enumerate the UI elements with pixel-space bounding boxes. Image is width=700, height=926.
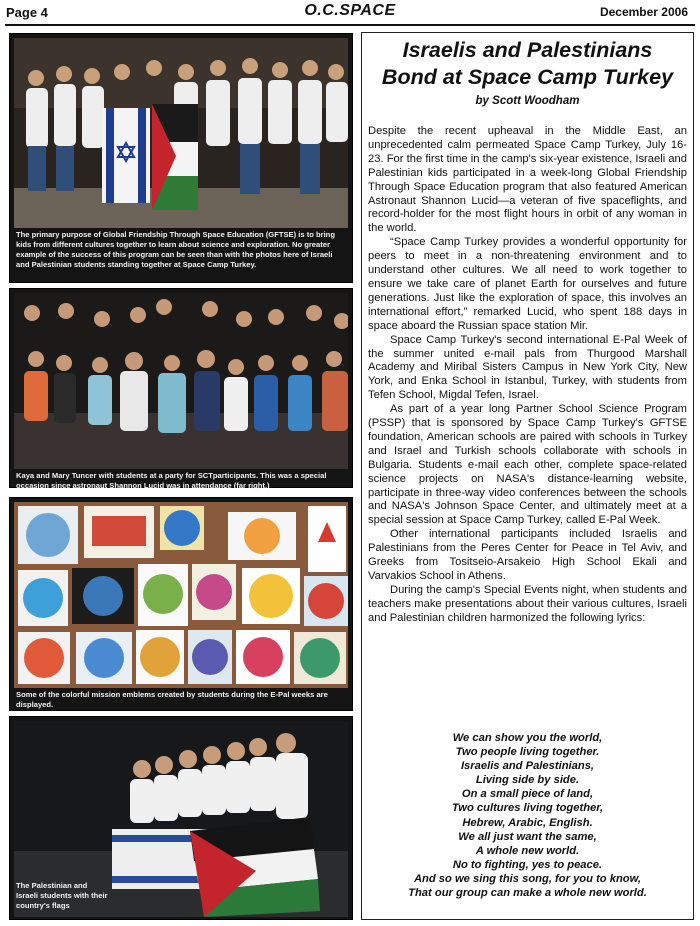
lyric-line: Two cultures living together, xyxy=(451,802,604,815)
photo-caption-2: Kaya and Mary Tuncer with students at a party for SCTparticipants. This was a special occasion since astronaut Shannon Lucid was in attendance (far right.) xyxy=(16,471,327,490)
lyric-line: And so we sing this song, for you to know, xyxy=(413,872,642,885)
newsletter-title: O.C.SPACE xyxy=(304,2,396,19)
photo-caption-4: The Palestinian and Israeli students with their country's flags xyxy=(16,881,108,910)
article-body xyxy=(368,125,687,626)
article-headline xyxy=(362,37,693,91)
lyric-line: We can show you the world, xyxy=(452,732,603,744)
page-number: Page 4 xyxy=(6,5,48,20)
paragraph: During the camp's Special Events night, when students and teachers make presentations about their various cultures, Israeli and Palestinian children harmonized the following lyrics: xyxy=(368,583,687,624)
photo-panel-2 xyxy=(9,288,353,488)
song-lyrics xyxy=(362,731,693,900)
lyric-line: No to fighting, yes to peace. xyxy=(452,858,603,871)
paragraph: Other international participants included Israelis and Palestinians from the Peres Center for Peace in Tel Aviv, and Greeks from Tositseio-Arsakeio High School Ekali and Varvakios School in Athens. xyxy=(368,528,687,582)
lyric-line: Hebrew, Arabic, English. xyxy=(462,816,593,829)
photo-panel-1 xyxy=(9,33,353,283)
photo-panel-3 xyxy=(9,497,353,711)
headline-line-2: Bond at Space Camp Turkey xyxy=(381,65,674,89)
mission-emblems-photo xyxy=(14,502,348,688)
group-flags-photo xyxy=(14,38,348,228)
headline-line-1: Israelis and Palestinians xyxy=(402,38,653,62)
paragraph: Space Camp Turkey's second international E-Pal Week of the summer united e-mail pals from Thurgood Marshall Academy and Miribal Sisters Campus in New York City, New York, and Enka School in Istanbul, Turkey, with students from Tefen School, Migdal Tefen, Israel. xyxy=(368,333,687,402)
page-header xyxy=(0,0,700,26)
lyric-line: Living side by side. xyxy=(475,774,580,787)
header-rule xyxy=(5,24,695,26)
photo-panel-4 xyxy=(9,716,353,920)
paragraph: Despite the recent upheaval in the Middle East, an unprecedented calm permeated Space Camp Turkey, July 16-23. For the first time in the camp's six-year existence, Israeli and Palestinian kids participated in a week-long Global Friendship Through Space Education program that also featured American Astronaut Shannon Lucid—a veteran of five spaceflights, and record-holder for the most flight hours in orbit of any woman in the world. xyxy=(368,125,687,235)
lyric-line: On a small piece of land, xyxy=(461,788,594,801)
photo-caption-1: The primary purpose of Global Friendship Through Space Education (GFTSE) is to bring kids from different cultures together to learn about science and exploration. No greater example of the success of this program can be seen than with the photos here of Israeli and Palestinian students standing together at Space Camp Turkey. xyxy=(16,230,335,269)
lyric-line: We all just want the same, xyxy=(458,830,597,843)
lyric-line: A whole new world. xyxy=(475,844,580,857)
paragraph: As part of a year long Partner School Science Program (PSSP) that is sponsored by Space Camp Turkey's GFTSE foundation, American schools are paired with schools in Turkey and Israel and Turkish schools collaborate with schools in Bulgaria. Students e-mail each other, complete space-related science projects on NASA's distance-learning website, participate in three-way video conferences between the schools and NASA's Johnson Space Center, and ultimately meet at a special session at Space Camp Turkey, called E-Pal Week. xyxy=(368,403,687,527)
photo-caption-3: Some of the colorful mission emblems created by students during the E-Pal weeks are displayed. xyxy=(16,690,328,709)
lyric-line: Israelis and Palestinians, xyxy=(460,760,595,773)
lyric-line: That our group can make a whole new world. xyxy=(408,887,647,900)
article xyxy=(361,32,694,920)
paragraph: “Space Camp Turkey provides a wonderful opportunity for peers to meet in a non-threatening environment and to understand other cultures. We all need to work together to ensure we take care of planet Earth for ourselves and future generations. Just like the exploration of space, this involves an international effort,” remarked Lucid, who spent 188 days in space aboard the Russian space station Mir. xyxy=(368,236,687,332)
party-photo xyxy=(14,293,348,469)
lyric-line: Two people living together. xyxy=(455,746,600,759)
issue-date: December 2006 xyxy=(599,5,688,19)
article-byline: by Scott Woodham xyxy=(475,95,580,107)
